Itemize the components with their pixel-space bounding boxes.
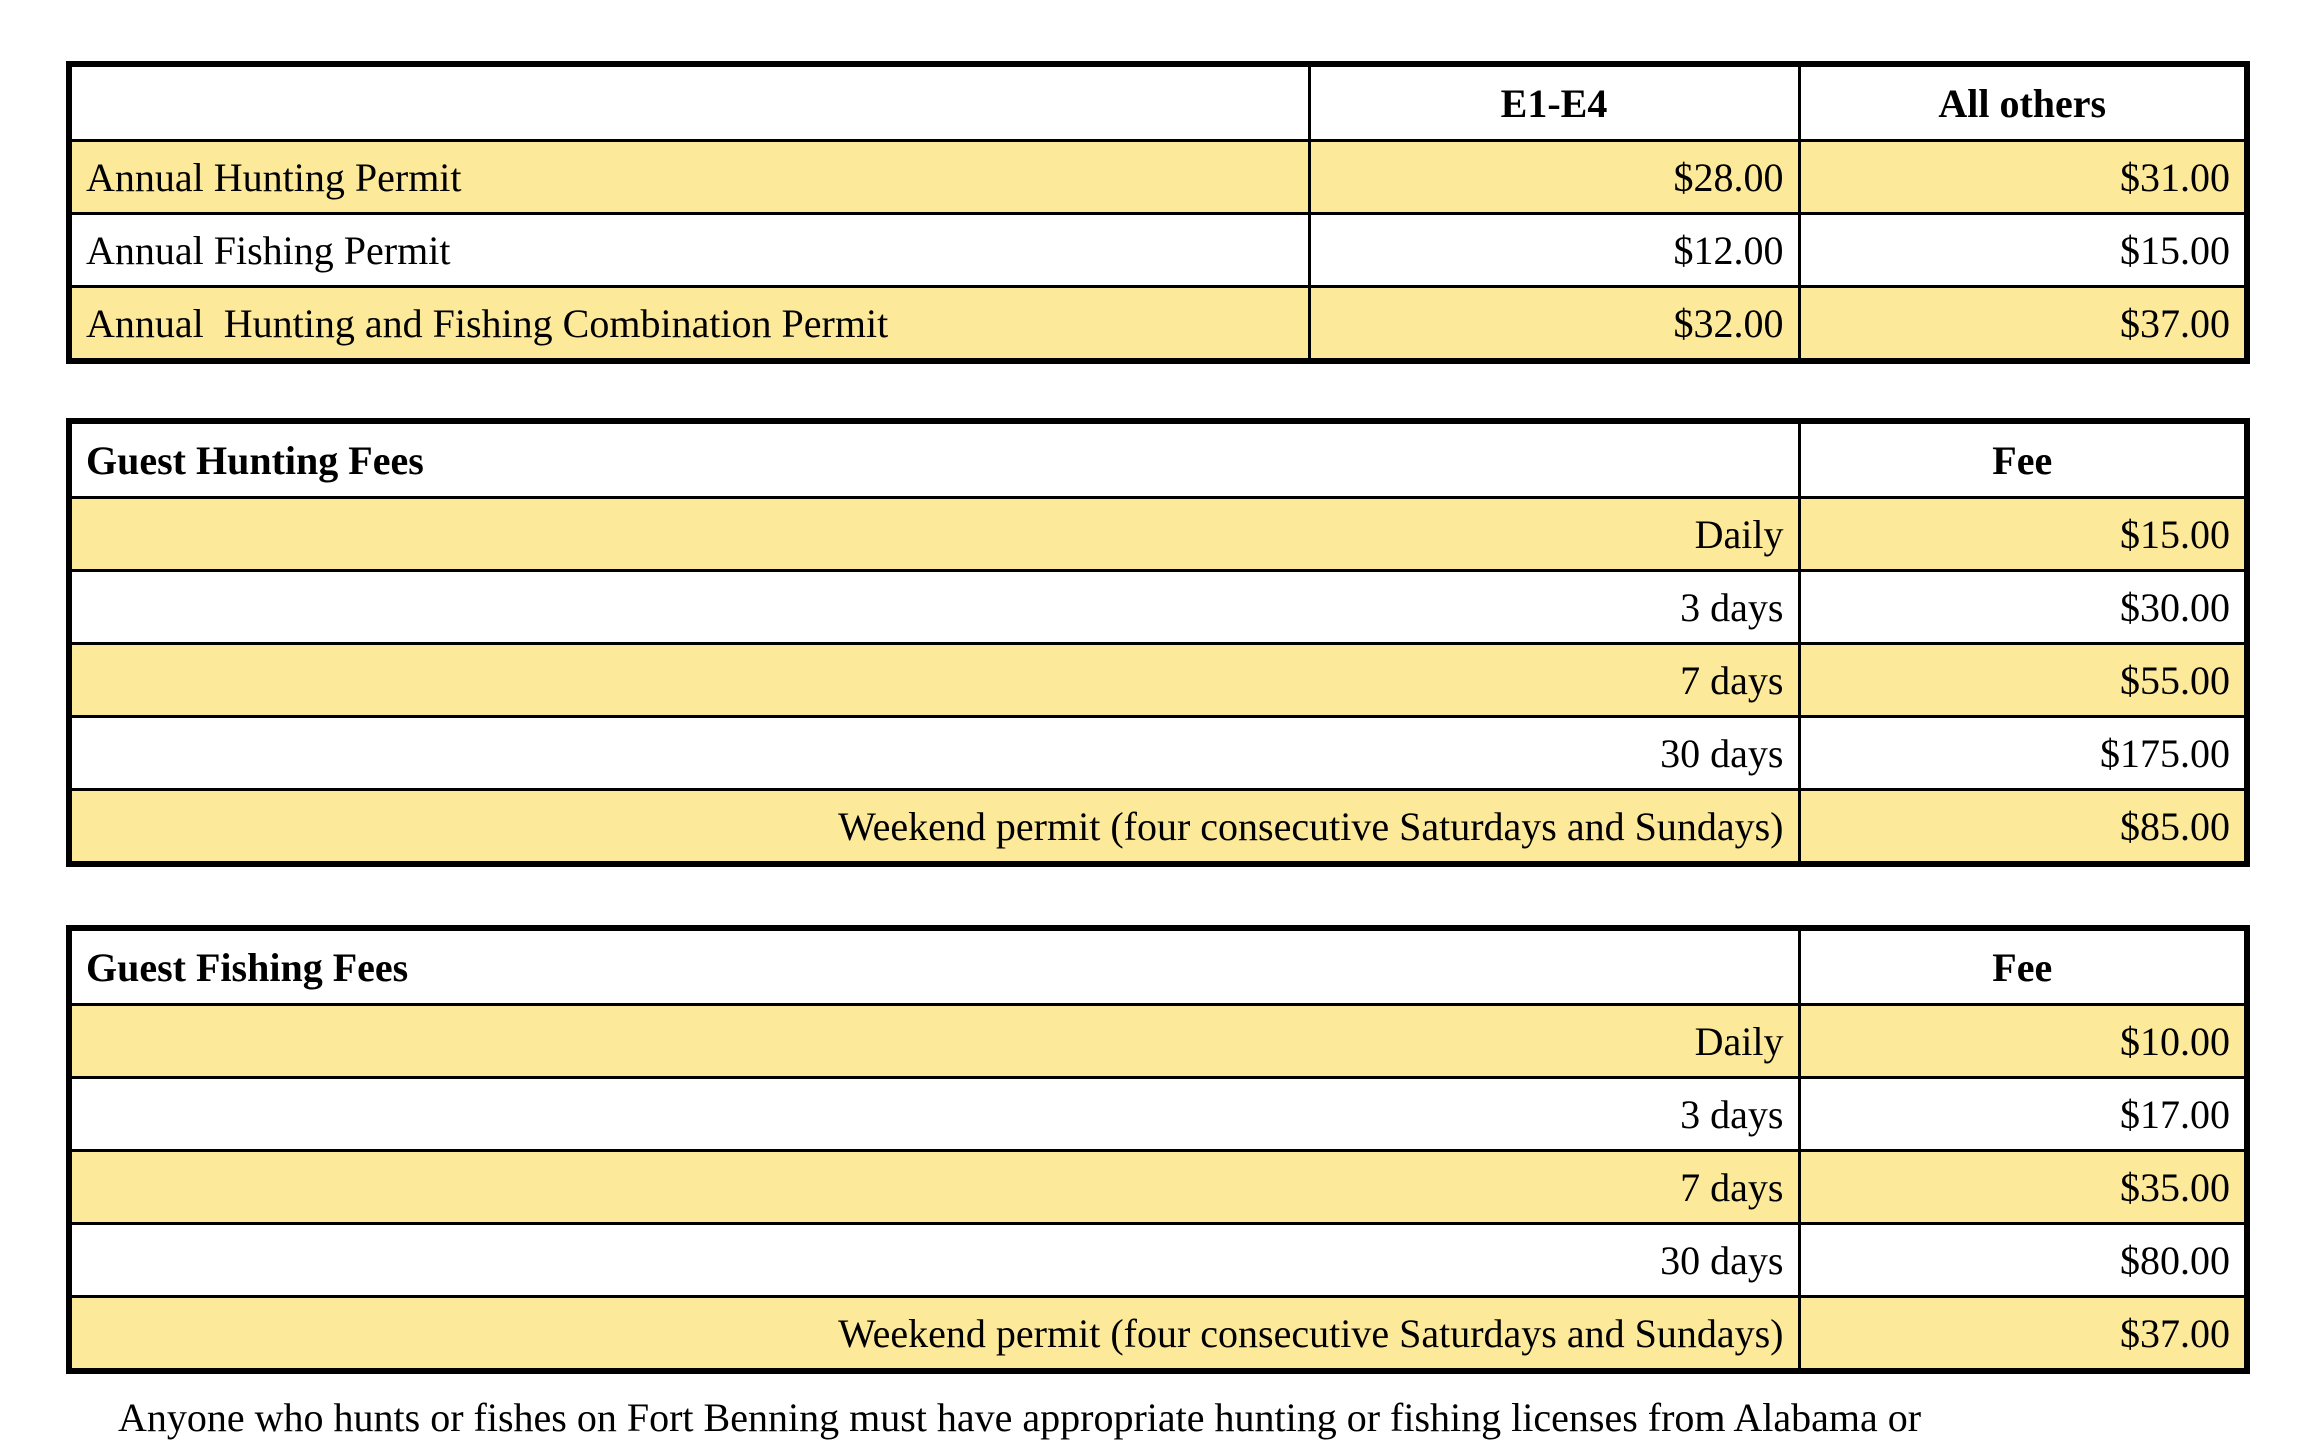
period-label: 3 days <box>69 571 1799 644</box>
fee-value: $55.00 <box>1799 644 2247 717</box>
table-title: Guest Hunting Fees <box>69 421 1799 498</box>
table-row <box>69 1151 2247 1224</box>
period-label: Daily <box>69 498 1799 571</box>
permit-label: Annual Hunting Permit <box>69 141 1309 214</box>
fee-all-others: $15.00 <box>1799 214 2247 287</box>
header-e1-e4: E1-E4 <box>1309 64 1799 141</box>
table-row <box>69 498 2247 571</box>
table-row <box>69 1297 2247 1372</box>
fee-e1-e4: $28.00 <box>1309 141 1799 214</box>
fee-value: $175.00 <box>1799 717 2247 790</box>
annual-permits-table <box>66 61 2250 364</box>
header-fee: Fee <box>1799 928 2247 1005</box>
fee-value: $15.00 <box>1799 498 2247 571</box>
guest-fishing-fees-table <box>66 925 2250 1374</box>
permit-label: Annual Fishing Permit <box>69 214 1309 287</box>
period-label: 30 days <box>69 717 1799 790</box>
table-row <box>69 644 2247 717</box>
table-row <box>69 1078 2247 1151</box>
period-label: 3 days <box>69 1078 1799 1151</box>
permit-label: Annual Hunting and Fishing Combination Permit <box>69 287 1309 362</box>
period-label: 30 days <box>69 1224 1799 1297</box>
table-header-row <box>69 64 2247 141</box>
fee-e1-e4: $32.00 <box>1309 287 1799 362</box>
table-row <box>69 214 2247 287</box>
guest-hunting-fees-table <box>66 418 2250 867</box>
fee-value: $10.00 <box>1799 1005 2247 1078</box>
table-title: Guest Fishing Fees <box>69 928 1799 1005</box>
period-label: Weekend permit (four consecutive Saturdays and Sundays) <box>69 790 1799 865</box>
table-row <box>69 287 2247 362</box>
fee-value: $17.00 <box>1799 1078 2247 1151</box>
table-row <box>69 141 2247 214</box>
table-header-row <box>69 421 2247 498</box>
fee-e1-e4: $12.00 <box>1309 214 1799 287</box>
header-fee: Fee <box>1799 421 2247 498</box>
fee-value: $30.00 <box>1799 571 2247 644</box>
fee-all-others: $31.00 <box>1799 141 2247 214</box>
period-label: Daily <box>69 1005 1799 1078</box>
fee-value: $37.00 <box>1799 1297 2247 1372</box>
fee-value: $80.00 <box>1799 1224 2247 1297</box>
table-row <box>69 1005 2247 1078</box>
period-label: 7 days <box>69 1151 1799 1224</box>
header-blank-cell <box>69 64 1309 141</box>
table-row <box>69 790 2247 865</box>
fee-value: $35.00 <box>1799 1151 2247 1224</box>
footnote-text: Anyone who hunts or fishes on Fort Benning must have appropriate hunting or fishing licenses from Alabama or <box>118 1395 1922 1440</box>
fee-all-others: $37.00 <box>1799 287 2247 362</box>
table-row <box>69 571 2247 644</box>
header-all-others: All others <box>1799 64 2247 141</box>
table-row <box>69 717 2247 790</box>
table-row <box>69 1224 2247 1297</box>
period-label: 7 days <box>69 644 1799 717</box>
table-header-row <box>69 928 2247 1005</box>
period-label: Weekend permit (four consecutive Saturdays and Sundays) <box>69 1297 1799 1372</box>
fee-value: $85.00 <box>1799 790 2247 865</box>
